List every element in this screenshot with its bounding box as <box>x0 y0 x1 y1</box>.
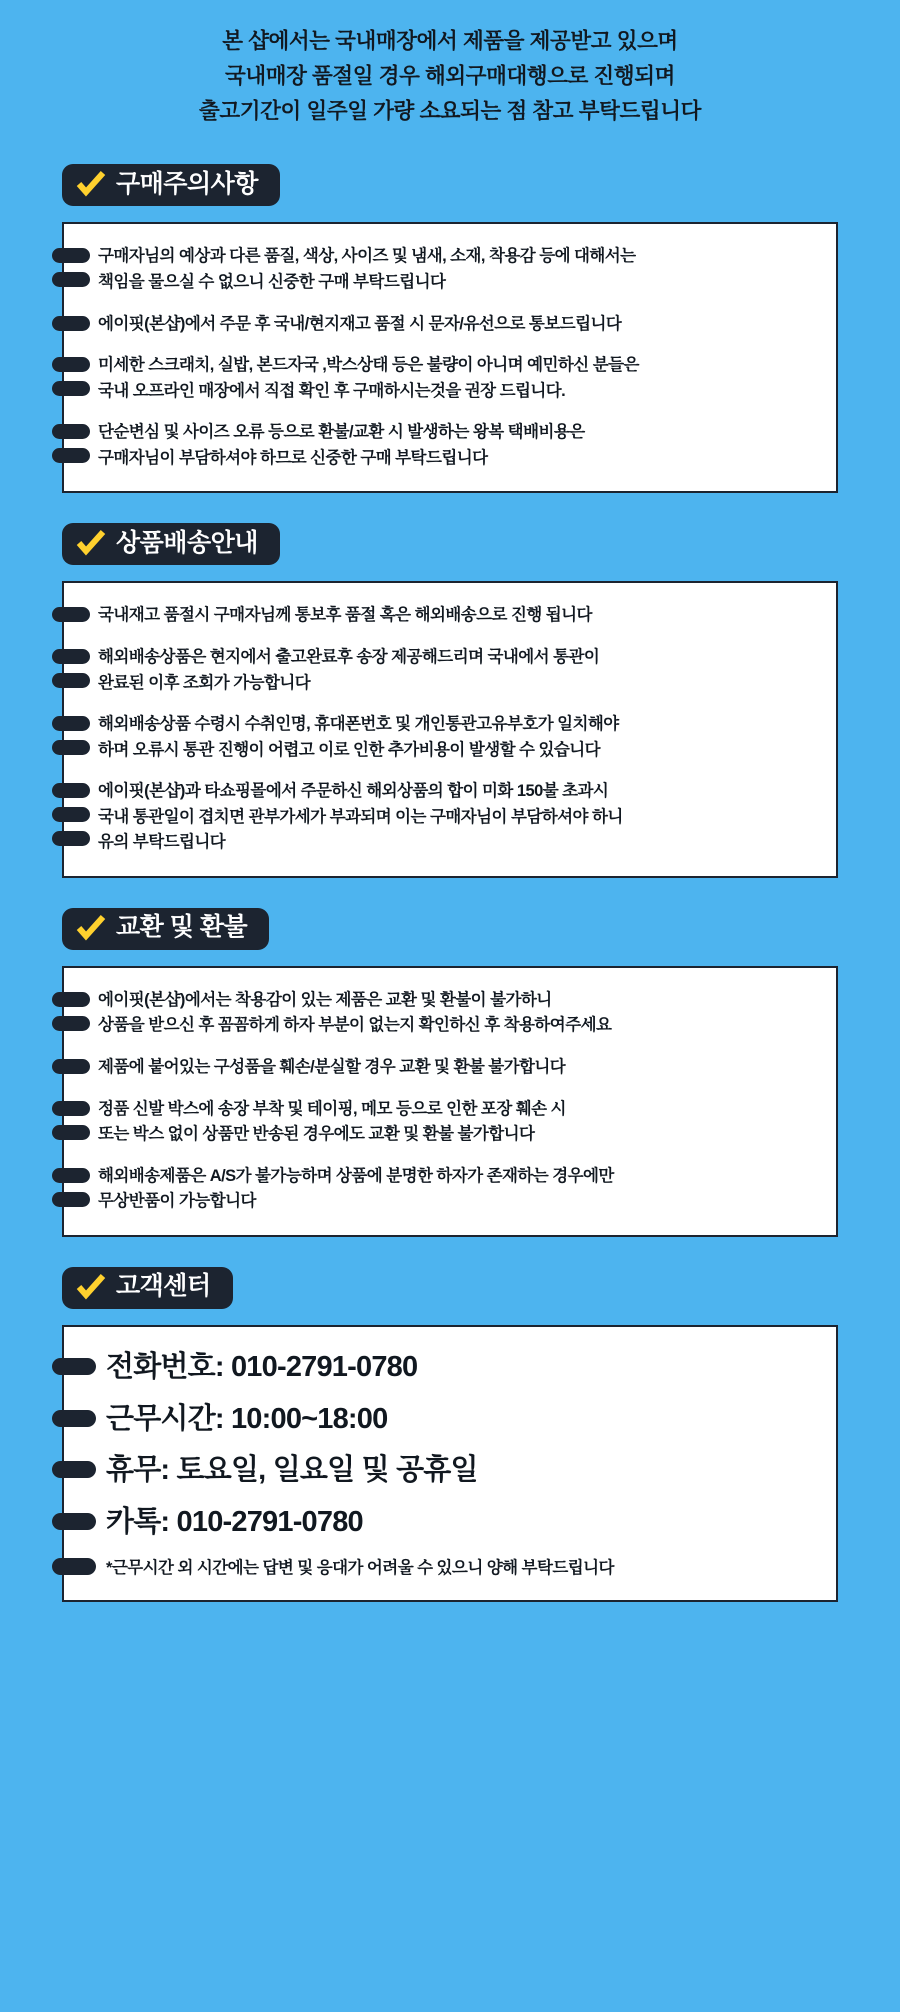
list-item <box>98 244 810 295</box>
list-item <box>98 353 810 404</box>
bullet-pin <box>52 716 90 731</box>
section-box-wrap <box>62 966 838 1237</box>
bullet-pin <box>52 607 90 622</box>
list-item-line: 유의 부탁드립니다 <box>98 833 226 852</box>
contact-item <box>106 1401 810 1439</box>
bullet-pin <box>52 649 90 664</box>
list-item-line: 완료된 이후 조회가 가능합니다 <box>98 673 311 692</box>
list-item <box>98 1055 810 1081</box>
section-heading-wrap <box>0 1267 900 1309</box>
list-item-line: 구매자님의 예상과 다른 품질, 색상, 사이즈 및 냄새, 소재, 착용감 등에 대해서는 <box>98 247 636 266</box>
list-item <box>98 988 810 1039</box>
list-item <box>98 603 810 629</box>
section-box <box>62 966 838 1237</box>
bullet-pin <box>52 1558 96 1575</box>
bullet-pin <box>52 248 90 263</box>
note-item <box>106 1556 810 1581</box>
top-notice-line: 출고기간이 일주일 가량 소요되는 점 참고 부탁드립니다 <box>199 98 701 123</box>
top-notice <box>0 0 900 138</box>
section-title: 고객센터 <box>116 1272 211 1301</box>
list-item-line: 구매자님이 부담하셔야 하므로 신중한 구매 부탁드립니다 <box>98 448 488 467</box>
section-customer-center <box>0 1267 900 1603</box>
list-item-line: 단순변심 및 사이즈 오류 등으로 환불/교환 시 발생하는 왕복 택배비용은 <box>98 423 585 442</box>
bullet-pin <box>52 1016 90 1031</box>
section-heading-wrap <box>0 908 900 950</box>
bullet-pin <box>52 783 90 798</box>
list-item-line: 상품을 받으신 후 꼼꼼하게 하자 부분이 없는지 확인하신 후 착용하여주세요 <box>98 1016 612 1035</box>
list-item <box>98 645 810 696</box>
sections-container <box>0 164 900 1236</box>
list-item-line: 에이핏(본샵)에서는 착용감이 있는 제품은 교환 및 환불이 불가하니 <box>98 990 552 1009</box>
top-notice-line: 국내매장 품절일 경우 해외구매대행으로 진행되며 <box>224 63 676 88</box>
section <box>0 164 900 493</box>
section-heading <box>62 523 280 565</box>
list-item-line: 무상반품이 가능합니다 <box>98 1192 256 1211</box>
list-item <box>98 1097 810 1148</box>
bullet-pin <box>52 381 90 396</box>
list-item-line: 국내 통관일이 겹치면 관부가세가 부과되며 이는 구매자님이 부담하셔야 하니 <box>98 807 623 826</box>
list-item-line: 하며 오류시 통관 진행이 어렵고 이로 인한 추가비용이 발생할 수 있습니다 <box>98 740 601 759</box>
section-box <box>62 581 838 878</box>
section-title: 구매주의사항 <box>116 169 258 198</box>
list-item-line: 국내재고 품절시 구매자님께 통보후 품절 혹은 해외배송으로 진행 됩니다 <box>98 606 592 625</box>
section-heading <box>62 164 280 206</box>
list-item <box>98 779 810 856</box>
bullet-pin <box>52 424 90 439</box>
section-box <box>62 222 838 493</box>
list-item-line: 미세한 스크래치, 실밥, 본드자국 ,박스상태 등은 불량이 아니며 예민하신 분들은 <box>98 356 639 375</box>
contact-item <box>106 1349 810 1387</box>
bullet-pin <box>52 1513 96 1530</box>
section-heading-wrap <box>0 164 900 206</box>
list-item-line: 또는 박스 없이 상품만 반송된 경우에도 교환 및 환불 불가합니다 <box>98 1125 535 1144</box>
section-box <box>62 1325 838 1603</box>
list-item-line: 정품 신발 박스에 송장 부착 및 테이핑, 메모 등으로 인한 포장 훼손 시 <box>98 1099 566 1118</box>
list-item <box>98 420 810 471</box>
check-icon <box>76 530 106 556</box>
bullet-pin <box>52 272 90 287</box>
contact-text: 전화번호: 010-2791-0780 <box>106 1350 418 1383</box>
bullet-pin <box>52 992 90 1007</box>
list-item-line: 해외배송상품 수령시 수취인명, 휴대폰번호 및 개인통관고유부호가 일치해야 <box>98 715 619 734</box>
bullet-pin <box>52 1101 90 1116</box>
list-item-line: 해외배송상품은 현지에서 출고완료후 송장 제공해드리며 국내에서 통관이 <box>98 647 600 666</box>
check-icon <box>76 171 106 197</box>
bullet-pin <box>52 316 90 331</box>
list-item-line: 책임을 물으실 수 없으니 신중한 구매 부탁드립니다 <box>98 273 446 292</box>
section <box>0 523 900 878</box>
bullet-pin <box>52 740 90 755</box>
list-item-line: 제품에 붙어있는 구성품을 훼손/분실할 경우 교환 및 환불 불가합니다 <box>98 1058 566 1077</box>
bullet-pin <box>52 357 90 372</box>
bullet-pin <box>52 831 90 846</box>
section-heading <box>62 1267 233 1309</box>
list-item-line: 에이핏(본샵)과 타쇼핑몰에서 주문하신 해외상품의 합이 미화 150불 초과시 <box>98 782 609 801</box>
list-item <box>98 1164 810 1215</box>
section-box-wrap <box>62 581 838 878</box>
top-notice-line: 본 샵에서는 국내매장에서 제품을 제공받고 있으며 <box>222 29 678 53</box>
bullet-pin <box>52 807 90 822</box>
bullet-pin <box>52 1059 90 1074</box>
contact-text: *근무시간 외 시간에는 답변 및 응대가 어려울 수 있으니 양해 부탁드립니다 <box>106 1558 614 1577</box>
section-title: 교환 및 환불 <box>116 913 248 942</box>
section-box-wrap <box>62 1325 838 1603</box>
bullet-pin <box>52 1461 96 1478</box>
list-item <box>98 312 810 338</box>
bullet-pin <box>52 1410 96 1427</box>
check-icon <box>76 1274 106 1300</box>
section-heading <box>62 908 269 950</box>
list-item-line: 해외배송제품은 A/S가 불가능하며 상품에 분명한 하자가 존재하는 경우에만 <box>98 1166 614 1185</box>
bullet-pin <box>52 673 90 688</box>
bullet-pin <box>52 448 90 463</box>
section <box>0 908 900 1237</box>
contact-item <box>106 1452 810 1490</box>
bullet-pin <box>52 1125 90 1140</box>
contact-item <box>106 1504 810 1542</box>
list-item-line: 국내 오프라인 매장에서 직접 확인 후 구매하시는것을 권장 드립니다. <box>98 381 566 400</box>
bullet-pin <box>52 1192 90 1207</box>
list-item <box>98 712 810 763</box>
contact-text: 근무시간: 10:00~18:00 <box>106 1402 388 1435</box>
contact-text: 카톡: 010-2791-0780 <box>106 1505 363 1538</box>
section-title: 상품배송안내 <box>116 528 258 557</box>
bullet-pin <box>52 1168 90 1183</box>
list-item-line: 에이핏(본샵)에서 주문 후 국내/현지재고 품절 시 문자/유선으로 통보드립니다 <box>98 314 622 333</box>
check-icon <box>76 915 106 941</box>
contact-text: 휴무: 토요일, 일요일 및 공휴일 <box>106 1454 478 1487</box>
section-heading-wrap <box>0 523 900 565</box>
bullet-pin <box>52 1358 96 1375</box>
section-box-wrap <box>62 222 838 493</box>
